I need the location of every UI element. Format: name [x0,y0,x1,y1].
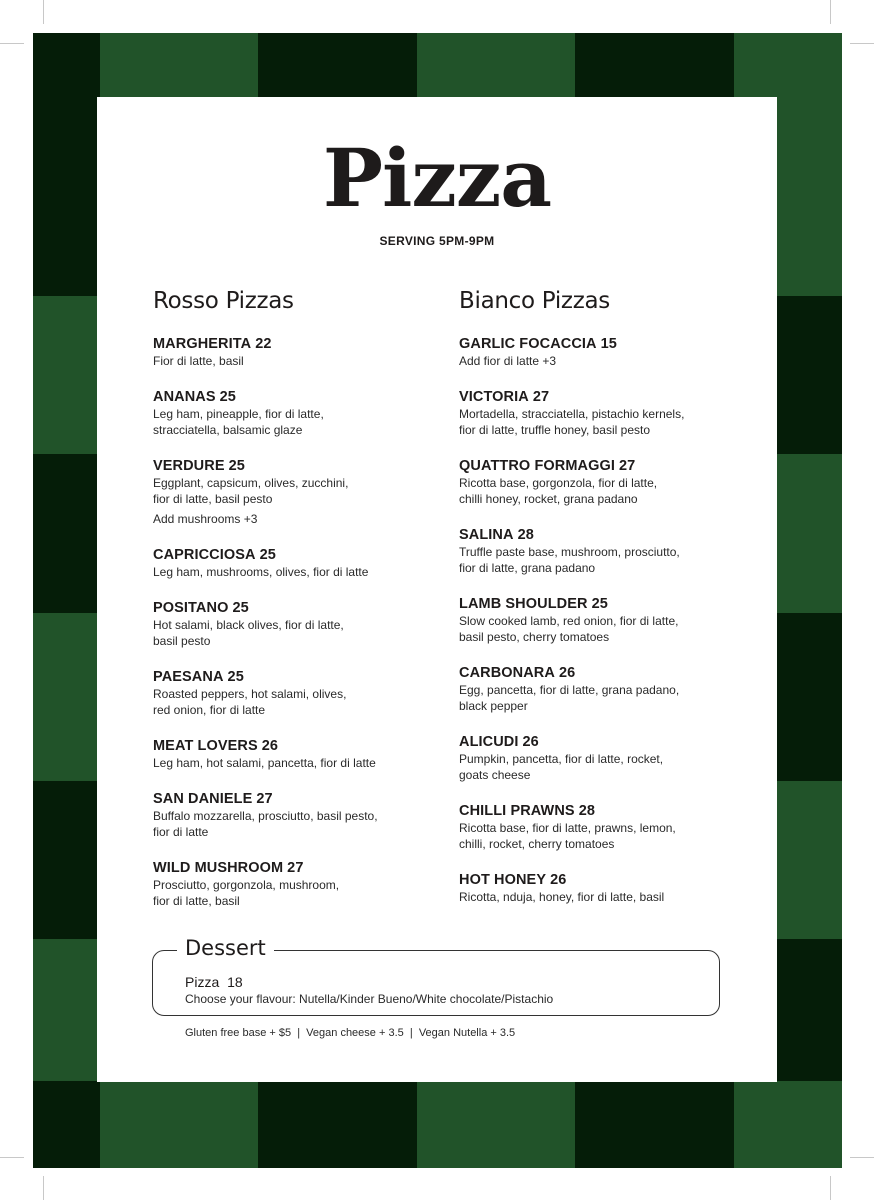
menu-item-name: VERDURE [153,458,225,474]
menu-item-name: VICTORIA [459,389,529,405]
rosso-list [153,335,453,909]
menu-item-header [153,599,453,617]
menu-item-name: QUATTRO FORMAGGI [459,458,615,474]
menu-item [153,790,453,840]
menu-item-description: Add fior di latte +3 [459,354,557,368]
menu-item [153,859,453,909]
menu-item-description: Truffle paste base, mushroom, prosciutto, [459,545,680,559]
border-tile [33,939,100,1081]
menu-item-name: CHILLI PRAWNS [459,803,575,819]
menu-item [459,871,759,905]
menu-item-description: black pepper [459,699,528,713]
menu-item-description: Buffalo mozzarella, prosciutto, basil pesto, [153,809,378,823]
menu-item-description: fior di latte, basil [153,894,240,908]
dessert-item-desc: Choose your flavour: Nutella/Kinder Bueno/White chocolate/Pistachio [185,992,554,1006]
dessert-item-name: Pizza [185,974,220,990]
rosso-column [153,290,453,928]
menu-item-price: 27 [618,458,636,474]
crop-mark [850,1157,874,1158]
menu-item-description: Egg, pancetta, fior di latte, grana padano, [459,683,680,697]
dessert-item [185,974,553,1007]
rosso-heading: Rosso Pizzas [153,288,294,314]
menu-item-description: Mortadella, stracciatella, pistachio kernels, [459,407,685,421]
menu-item-name: CARBONARA [459,665,555,681]
menu-item-header [153,335,453,353]
menu-item-name: ALICUDI [459,734,519,750]
serving-hours: SERVING 5PM-9PM [379,234,495,248]
border-tile [417,1081,575,1168]
crop-mark [43,1176,44,1200]
menu-item-description: Fior di latte, basil [153,354,244,368]
border-tile [33,1081,100,1168]
menu-item-description: Pumpkin, pancetta, fior di latte, rocket, [459,752,664,766]
border-tile [33,613,100,781]
menu-item-name: MEAT LOVERS [153,738,258,754]
menu-item-description: Leg ham, mushrooms, olives, fior di latte [153,565,369,579]
menu-item-description: Leg ham, hot salami, pancetta, fior di latte [153,756,376,770]
menu-title: Pizza [322,131,552,225]
menu-item-name: PAESANA [153,669,224,685]
menu-item-price: 15 [600,336,617,352]
menu-item-header [153,668,453,686]
menu-item [153,668,453,718]
menu-item-price: 27 [287,860,304,876]
menu-item [459,457,759,507]
dessert-item-price: 18 [227,974,243,990]
menu-item [459,388,759,438]
menu-item-header [459,526,759,544]
menu-item-description: fior di latte, truffle honey, basil pesto [459,423,650,437]
menu-item-description: Ricotta base, fior di latte, prawns, lemon, [459,821,676,835]
menu-item [459,595,759,645]
crop-mark [43,0,44,24]
bianco-heading: Bianco Pizzas [459,288,610,314]
menu-item-price: 27 [532,389,550,405]
menu-item [153,737,453,771]
menu-item-header [459,871,759,889]
menu-item-description: fior di latte, basil pesto [153,492,273,506]
menu-item-header [459,664,759,682]
border-tile [33,454,100,613]
menu-item-price: 25 [591,596,608,612]
menu-item-description: stracciatella, balsamic glaze [153,423,303,437]
menu-item-header [153,790,453,808]
crop-mark [830,1176,831,1200]
menu-item-description: Leg ham, pineapple, fior di latte, [153,407,324,421]
menu-item-name: WILD MUSHROOM [153,860,284,876]
menu-item-price: 25 [227,669,244,685]
menu-item-price: 28 [578,803,596,819]
menu-item-description: Prosciutto, gorgonzola, mushroom, [153,878,340,892]
menu-item-name: SALINA [459,527,514,543]
menu-item-price: 22 [255,336,272,352]
menu-item-description: chilli, rocket, cherry tomatoes [459,837,615,851]
bianco-list [459,335,759,905]
border-tile [33,781,100,939]
bianco-column [459,290,759,924]
menu-item-price: 25 [232,600,249,616]
menu-item-name: GARLIC FOCACCIA [459,336,597,352]
menu-item [153,388,453,438]
menu-item-header [153,859,453,877]
menu-item-header [153,457,453,475]
menu-item-description: basil pesto [153,634,211,648]
menu-item [153,546,453,580]
menu-item-description: Ricotta, nduja, honey, fior di latte, basil [459,890,665,904]
border-tile [734,1081,842,1168]
menu-item-description: Ricotta base, gorgonzola, fior di latte, [459,476,658,490]
menu-item-price: 26 [550,872,567,888]
crop-mark [830,0,831,24]
menu-item-price: 26 [261,738,279,754]
menu-item-description: goats cheese [459,768,531,782]
border-tile [100,1081,258,1168]
menu-item [459,526,759,576]
crop-mark [850,43,874,44]
menu-item-price: 25 [219,389,236,405]
dessert-heading: Dessert [177,938,274,959]
menu-item-description: Slow cooked lamb, red onion, fior di latte, [459,614,679,628]
menu-item-description: Roasted peppers, hot salami, olives, [153,687,347,701]
menu-item-description: red onion, fior di latte [153,703,266,717]
menu-item-price: 26 [558,665,576,681]
menu-item-description: Hot salami, black olives, fior di latte, [153,618,344,632]
crop-mark [0,1157,24,1158]
crop-mark [0,43,24,44]
menu-item [153,599,453,649]
menu-item-header [459,595,759,613]
menu-item-header [459,733,759,751]
menu-item-name: CAPRICCIOSA [153,547,256,563]
menu-item-description: chilli honey, rocket, grana padano [459,492,638,506]
menu-item-price: 26 [522,734,539,750]
menu-item-name: HOT HONEY [459,872,547,888]
menu-item-description: fior di latte, grana padano [459,561,596,575]
border-tile [33,33,100,296]
menu-item-header [459,802,759,820]
menu-item-header [459,335,759,353]
menu-item-price: 25 [259,547,276,563]
menu-item-name: ANANAS [153,389,216,405]
border-tile [575,1081,734,1168]
footnote: Gluten free base + $5 | Vegan cheese + 3.5 | Vegan Nutella + 3.5 [185,1027,516,1039]
dessert-item-name-line [185,974,553,991]
border-tile [33,296,100,454]
menu-item [459,664,759,714]
menu-item-description: Eggplant, capsicum, olives, zucchini, [153,476,349,490]
menu-item [153,335,453,369]
menu-item [459,335,759,369]
menu-item-name: LAMB SHOULDER [459,596,588,612]
menu-item-header [459,457,759,475]
menu-item-price: 28 [517,527,534,543]
menu-item-name: SAN DANIELE [153,791,253,807]
menu-item-header [459,388,759,406]
menu-item-description: basil pesto, cherry tomatoes [459,630,610,644]
menu-item-header [153,388,453,406]
menu-item [459,802,759,852]
menu-item-header [153,546,453,564]
menu-item [459,733,759,783]
menu-item-price: 27 [256,791,273,807]
menu-item-name: POSITANO [153,600,229,616]
menu-item-header [153,737,453,755]
border-tile [258,1081,417,1168]
menu-item-name: MARGHERITA [153,336,252,352]
menu-item-price: 25 [228,458,245,474]
menu-item-addon: Add mushrooms +3 [153,512,258,526]
menu-item-description: fior di latte [153,825,209,839]
menu-item [153,457,453,527]
